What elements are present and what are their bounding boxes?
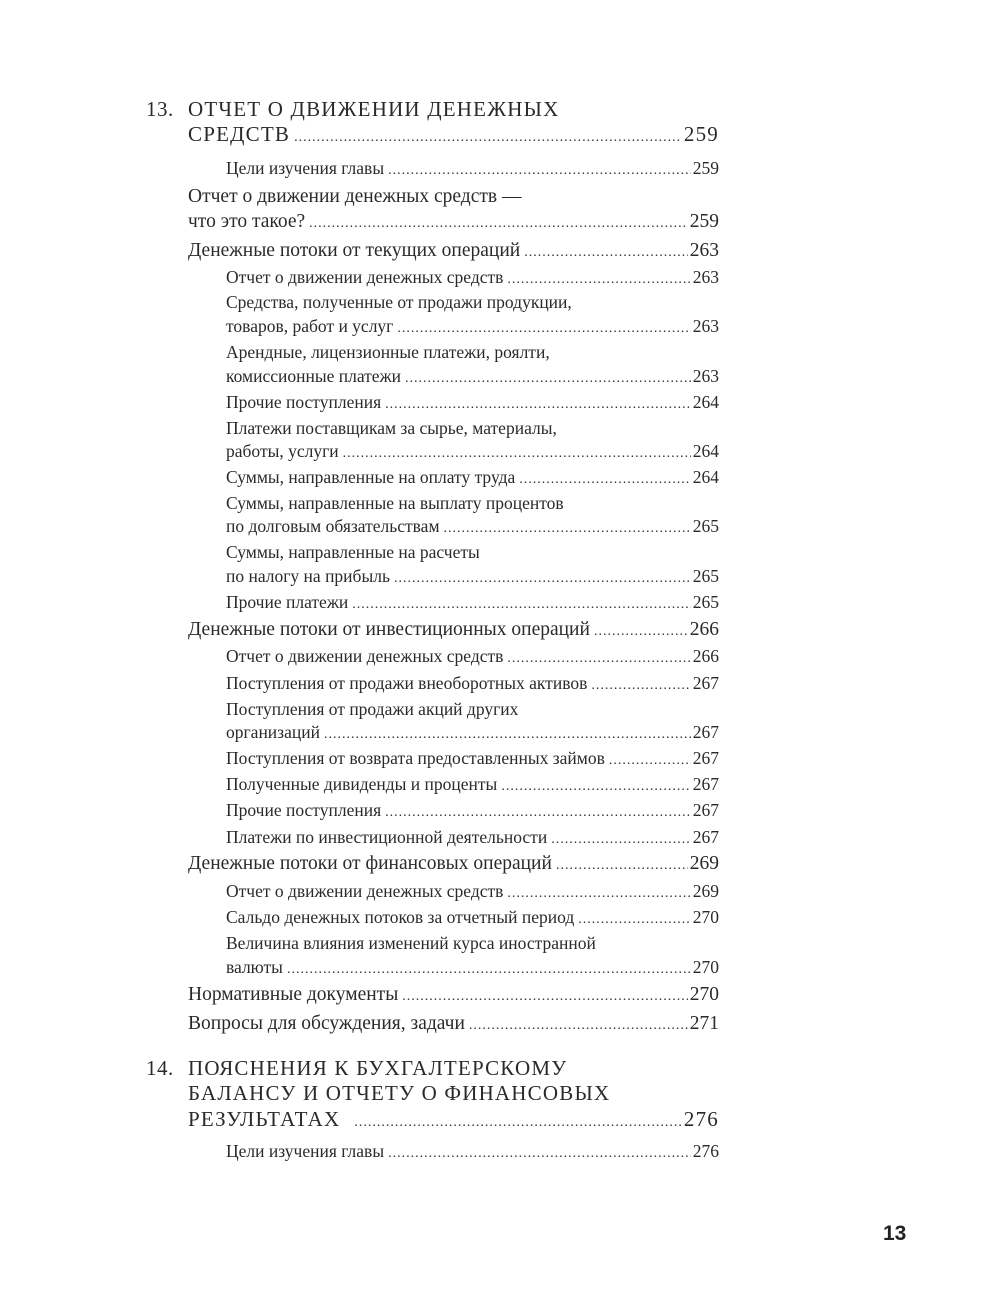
toc-entry[interactable] (226, 722, 719, 743)
entry-text: Денежные потоки от инвестиционных операций (188, 619, 590, 640)
leader-dots (444, 521, 691, 537)
page-ref: 264 (692, 441, 719, 461)
entry-text: Вопросы для обсуждения, задачи (188, 1013, 465, 1034)
page-ref: 276 (692, 1141, 719, 1161)
page-ref: 270 (689, 984, 719, 1005)
leader-dots (324, 727, 691, 743)
page-ref: 269 (689, 853, 719, 874)
toc-entry[interactable] (226, 881, 719, 902)
toc-entry[interactable] (226, 566, 719, 587)
page-ref: 266 (692, 646, 719, 666)
chapter-number: 13. (146, 97, 174, 121)
toc-entry[interactable] (226, 1141, 719, 1162)
toc-entry[interactable] (226, 267, 719, 288)
page-ref: 264 (692, 467, 719, 487)
entry-text: работы, услуги (226, 441, 339, 461)
leader-dots (519, 472, 690, 488)
page-ref: 263 (692, 366, 719, 386)
page-ref: 259 (689, 211, 719, 232)
page-ref: 259 (692, 158, 719, 178)
toc-entry[interactable] (188, 984, 719, 1006)
leader-dots (343, 446, 691, 462)
entry-text: Поступления от возврата предоставленных займов (226, 748, 605, 768)
page-ref: 269 (692, 881, 719, 901)
entry-text: Сальдо денежных потоков за отчетный период (226, 907, 575, 927)
page-ref: 267 (692, 722, 719, 742)
page-ref: 267 (692, 673, 719, 693)
entry-text: Денежные потоки от текущих операций (188, 240, 521, 261)
toc-entry[interactable] (226, 158, 719, 179)
entry-text-line: Суммы, направленные на выплату процентов (226, 493, 564, 513)
chapter-title-last-line: СРЕДСТВ (188, 122, 291, 146)
entry-text-line: Арендные, лицензионные платежи, роялти, (226, 342, 550, 362)
entry-text: Отчет о движении денежных средств (226, 881, 504, 901)
entry-text-line: Величина влияния изменений курса иностранной (226, 933, 596, 953)
page-ref: 270 (692, 957, 719, 977)
leader-dots (388, 1146, 691, 1162)
entry-text: по налогу на прибыль (226, 566, 390, 586)
toc-entry[interactable] (226, 366, 719, 387)
leader-dots (501, 779, 690, 795)
leader-dots (402, 989, 687, 1005)
toc-entry[interactable] (226, 316, 719, 337)
entry-text: что это такое? (188, 211, 306, 232)
toc-entry[interactable] (226, 748, 719, 769)
toc-entry[interactable] (226, 774, 719, 795)
entry-text: Полученные дивиденды и проценты (226, 774, 498, 794)
leader-dots (609, 753, 691, 769)
entry-text: Отчет о движении денежных средств (226, 646, 504, 666)
toc-entry[interactable] (188, 211, 719, 233)
page-ref: 263 (692, 267, 719, 287)
toc-entry[interactable] (226, 673, 719, 694)
leader-dots (524, 245, 688, 261)
page-ref: 265 (692, 566, 719, 586)
leader-dots (394, 571, 691, 587)
entry-text: Нормативные документы (188, 984, 399, 1005)
chapter-title-last-line: РЕЗУЛЬТАТАХ (188, 1107, 341, 1131)
leader-dots (591, 678, 690, 694)
toc-entry[interactable] (188, 240, 719, 262)
chapter-number: 14. (146, 1056, 174, 1080)
toc-entry[interactable] (226, 907, 719, 928)
leader-dots (309, 216, 688, 232)
chapter-title-line: БАЛАНСУ И ОТЧЕТУ О ФИНАНСОВЫХ (188, 1081, 611, 1105)
chapter-title-line: ОТЧЕТ О ДВИЖЕНИИ ДЕНЕЖНЫХ (188, 97, 560, 121)
page-ref: 267 (692, 774, 719, 794)
page-ref: 271 (689, 1013, 719, 1034)
entry-text: валюты (226, 957, 283, 977)
entry-text: по долговым обязательствам (226, 516, 440, 536)
toc-entry[interactable] (226, 957, 719, 978)
leader-dots (594, 624, 688, 640)
leader-dots (507, 886, 690, 902)
leader-dots (397, 321, 690, 337)
entry-text: Цели изучения главы (226, 1141, 385, 1161)
entry-text: Прочие платежи (226, 592, 349, 612)
page-ref: 259 (683, 122, 719, 146)
entry-text-line: Платежи поставщикам за сырье, материалы, (226, 418, 557, 438)
chapter-title-entry[interactable] (188, 1107, 719, 1132)
entry-text: организаций (226, 722, 320, 742)
page-number: 13 (883, 1222, 907, 1245)
leader-dots (385, 805, 691, 821)
leader-dots (294, 130, 682, 146)
toc-entry[interactable] (188, 853, 719, 875)
leader-dots (556, 858, 688, 874)
chapter-title-entry[interactable] (188, 122, 719, 147)
entry-text: Цели изучения главы (226, 158, 385, 178)
entry-text-line: Отчет о движении денежных средств — (188, 186, 522, 207)
toc-entry[interactable] (226, 800, 719, 821)
toc-entry[interactable] (226, 392, 719, 413)
leader-dots (551, 832, 691, 848)
page-ref: 267 (692, 800, 719, 820)
chapter-title-line: ПОЯСНЕНИЯ К БУХГАЛТЕРСКОМУ (188, 1056, 568, 1080)
entry-text-line: Средства, полученные от продажи продукции, (226, 292, 572, 312)
leader-dots (507, 651, 690, 667)
entry-text: Поступления от продажи внеоборотных активов (226, 673, 588, 693)
toc-entry[interactable] (188, 619, 719, 641)
entry-text: Прочие поступления (226, 800, 382, 820)
entry-text: Платежи по инвестиционной деятельности (226, 827, 548, 847)
page-ref: 263 (692, 316, 719, 336)
leader-dots (405, 371, 691, 387)
leader-dots (388, 163, 691, 179)
toc-entry[interactable] (226, 441, 719, 462)
page-ref: 263 (689, 240, 719, 261)
page-ref: 270 (692, 907, 719, 927)
leader-dots (578, 912, 691, 928)
page-ref: 266 (689, 619, 719, 640)
page-ref: 264 (692, 392, 719, 412)
leader-dots (354, 1115, 681, 1131)
entry-text-line: Поступления от продажи акций других (226, 699, 519, 719)
page-ref: 267 (692, 748, 719, 768)
page-ref: 265 (692, 592, 719, 612)
toc-entry[interactable] (226, 516, 719, 537)
toc-entry[interactable] (226, 646, 719, 667)
page-ref: 267 (692, 827, 719, 847)
entry-text: Прочие поступления (226, 392, 382, 412)
entry-text-line: Суммы, направленные на расчеты (226, 542, 480, 562)
toc-entry[interactable] (226, 467, 719, 488)
entry-text: Денежные потоки от финансовых операций (188, 853, 552, 874)
leader-dots (385, 397, 691, 413)
leader-dots (287, 962, 691, 978)
toc-entry[interactable] (226, 592, 719, 613)
toc-entry[interactable] (188, 1013, 719, 1035)
leader-dots (469, 1018, 688, 1034)
leader-dots (507, 272, 690, 288)
entry-text: товаров, работ и услуг (226, 316, 394, 336)
page-ref: 265 (692, 516, 719, 536)
toc-entry[interactable] (226, 827, 719, 848)
entry-text: комиссионные платежи (226, 366, 402, 386)
leader-dots (352, 597, 690, 613)
entry-text: Суммы, направленные на оплату труда (226, 467, 516, 487)
entry-text: Отчет о движении денежных средств (226, 267, 504, 287)
page-ref: 276 (683, 1107, 719, 1131)
